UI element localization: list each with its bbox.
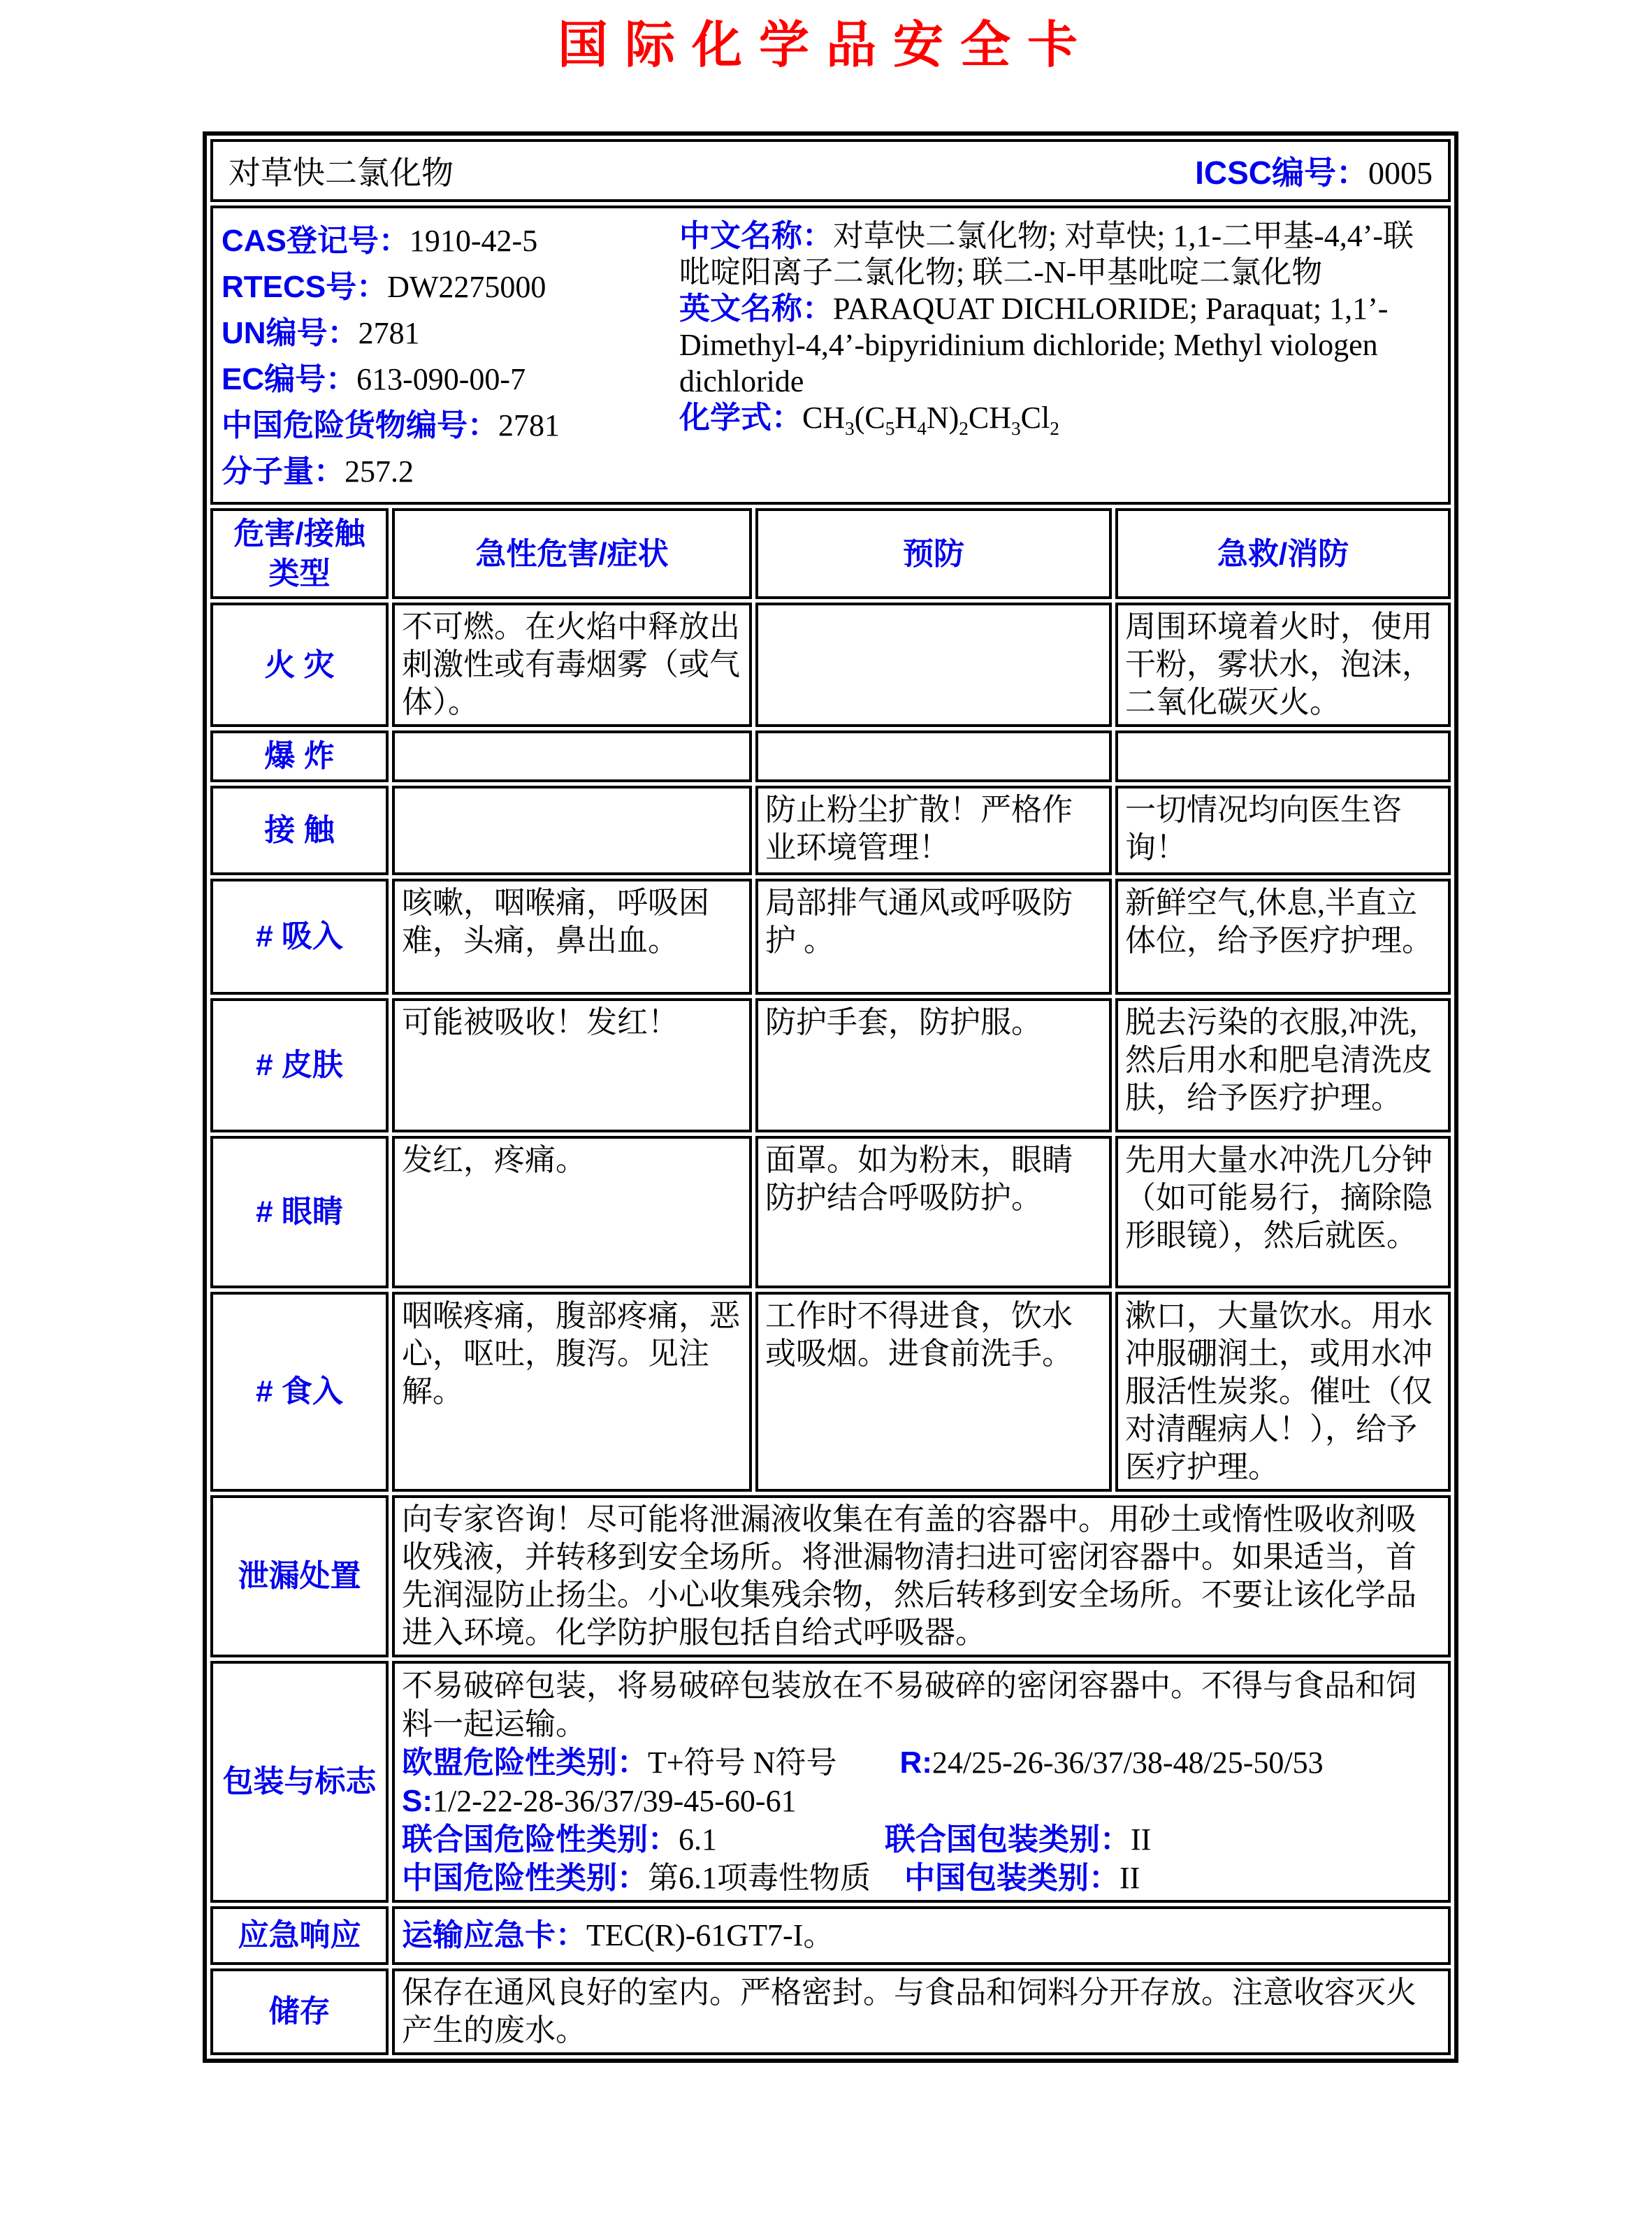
transport-card-label: 运输应急卡：	[402, 1917, 586, 1952]
english-name-paragraph	[679, 291, 1440, 400]
packaging-s-line	[402, 1782, 1441, 1820]
inhalation-prevention: 局部排气通风或呼吸防护 。	[755, 879, 1112, 995]
r-phrases-label: R:	[899, 1745, 932, 1780]
packaging-cn-line	[402, 1859, 1441, 1897]
spill-disposal-row	[210, 1495, 1451, 1657]
china-dg-number-line	[222, 403, 679, 449]
identification-cell	[210, 206, 1451, 505]
un-number-line	[222, 310, 679, 357]
un-class-label: 联合国危险性类别：	[402, 1822, 679, 1857]
packaging-eu-line	[402, 1743, 1441, 1782]
rtecs-number-line	[222, 264, 679, 310]
molecular-weight-line	[222, 449, 679, 495]
exposure-prevention: 防止粉尘扩散！严格作业环境管理！	[755, 786, 1112, 875]
rtecs-number-value: DW2275000	[387, 270, 546, 304]
hazard-row-eyes	[210, 1136, 1451, 1288]
hazard-row-skin	[210, 998, 1451, 1132]
hazard-row-ingestion	[210, 1292, 1451, 1492]
exposure-type-label: 接 触	[210, 786, 389, 875]
s-phrases-value: 1/2-22-28-36/37/39-45-60-61	[433, 1783, 797, 1818]
china-dg-number-label: 中国危险货物编号：	[222, 408, 498, 442]
card-header-cell	[210, 139, 1451, 202]
inhalation-firstaid: 新鲜空气,休息,半直立体位，给予医疗护理。	[1115, 879, 1451, 995]
spill-disposal-label: 泄漏处置	[210, 1495, 389, 1657]
cn-class-value: 第6.1项毒性物质	[648, 1860, 871, 1895]
english-name-label: 英文名称：	[679, 291, 833, 326]
eyes-firstaid: 先用大量水冲洗几分钟（如可能易行，摘除隐形眼镜），然后就医。	[1115, 1136, 1451, 1288]
packaging-un-line	[402, 1820, 1441, 1859]
transport-card-value: TEC(R)-61GT7-I。	[586, 1917, 834, 1952]
cn-class-label: 中国危险性类别：	[402, 1860, 648, 1895]
skin-prevention: 防护手套，防护服。	[755, 998, 1112, 1132]
un-pack-group-value: II	[1131, 1822, 1152, 1857]
chinese-name-value: 对草快二氯化物; 对草快; 1,1-二甲基-4,4’-联吡啶阳离子二氯化物; 联二-N-甲基吡啶二氯化物	[679, 219, 1414, 289]
ec-number-value: 613-090-00-7	[356, 362, 526, 396]
china-dg-number-value: 2781	[498, 408, 560, 442]
un-pack-group-label: 联合国包装类别：	[885, 1822, 1131, 1857]
cn-pack-group-label: 中国包装类别：	[904, 1860, 1120, 1895]
exposure-firstaid: 一切情况均向医生咨询！	[1115, 786, 1451, 875]
identification-row	[210, 206, 1451, 505]
spill-disposal-text: 向专家咨询！尽可能将泄漏液收集在有盖的容器中。用砂土或惰性吸收剂吸收残液，并转移到安全场所。将泄漏物清扫进可密闭容器中。如果适当，首先润湿防止扬尘。小心收集残余物，然后转移到安全场所。不要让该化学品进入环境。化学防护服包括自给式呼吸器。	[392, 1495, 1451, 1657]
header-first-aid: 急救/消防	[1115, 508, 1451, 599]
inhalation-symptoms: 咳嗽，咽喉痛，呼吸困难，头痛，鼻出血。	[392, 879, 752, 995]
packaging-content	[392, 1661, 1451, 1903]
chinese-name-label: 中文名称：	[679, 219, 833, 253]
ec-number-line	[222, 357, 679, 403]
un-class-value: 6.1	[679, 1822, 717, 1857]
explosion-symptoms	[392, 730, 752, 782]
ingestion-firstaid: 漱口，大量饮水。用水冲服硼润土，或用水冲服活性炭浆。催吐（仅对清醒病人！），给予医疗护理。	[1115, 1292, 1451, 1492]
formula-label: 化学式：	[679, 401, 802, 435]
fire-firstaid: 周围环境着火时，使用干粉，雾状水，泡沫，二氧化碳灭火。	[1115, 603, 1451, 727]
ingestion-prevention: 工作时不得进食，饮水或吸烟。进食前洗手。	[755, 1292, 1112, 1492]
hazard-row-exposure	[210, 786, 1451, 875]
icsc-card-table	[203, 131, 1458, 2063]
molecular-weight-value: 257.2	[345, 454, 414, 489]
skin-type-label: # 皮肤	[210, 998, 389, 1132]
explosion-firstaid	[1115, 730, 1451, 782]
chemical-name: 对草快二氯化物	[229, 155, 454, 191]
eyes-type-label: # 眼睛	[210, 1136, 389, 1288]
header-hazard-type: 危害/接触 类型	[210, 508, 389, 599]
eu-class-label: 欧盟危险性类别：	[402, 1745, 648, 1780]
un-number-value: 2781	[358, 316, 420, 350]
storage-row	[210, 1968, 1451, 2055]
skin-symptoms: 可能被吸收！发红！	[392, 998, 752, 1132]
identifier-list	[222, 218, 679, 495]
s-phrases-label: S:	[402, 1783, 433, 1818]
packaging-row	[210, 1661, 1451, 1903]
exposure-symptoms	[392, 786, 752, 875]
packaging-label: 包装与标志	[210, 1661, 389, 1903]
explosion-type-label: 爆 炸	[210, 730, 389, 782]
rtecs-number-label: RTECS号：	[222, 270, 388, 304]
explosion-prevention	[755, 730, 1112, 782]
storage-label: 储存	[210, 1968, 389, 2055]
hazard-row-explosion	[210, 730, 1451, 782]
r-phrases-value: 24/25-26-36/37/38-48/25-50/53	[932, 1745, 1324, 1780]
fire-prevention	[755, 603, 1112, 727]
english-name-value: PARAQUAT DICHLORIDE; Paraquat; 1,1’-Dimethyl-4,4’-bipyridinium dichloride; Methyl viologen dichloride	[679, 291, 1389, 398]
icsc-number-group	[1195, 147, 1433, 194]
eu-class-value: T+符号 N符号	[648, 1745, 837, 1780]
skin-firstaid: 脱去污染的衣服,冲洗,然后用水和肥皂清洗皮肤，给予医疗护理。	[1115, 998, 1451, 1132]
fire-type-label: 火 灾	[210, 603, 389, 727]
fire-symptoms: 不可燃。在火焰中释放出刺激性或有毒烟雾（或气体）。	[392, 603, 752, 727]
emergency-response-content	[392, 1906, 1451, 1965]
cas-number-value: 1910-42-5	[409, 224, 538, 258]
chinese-name-paragraph	[679, 218, 1440, 291]
ingestion-symptoms: 咽喉疼痛，腹部疼痛，恶心，呕吐，腹泻。见注解。	[392, 1292, 752, 1492]
storage-text: 保存在通风良好的室内。严格密封。与食品和饲料分开存放。注意收容灭火产生的废水。	[392, 1968, 1451, 2055]
header-acute-hazards: 急性危害/症状	[392, 508, 752, 599]
hazard-row-inhalation	[210, 879, 1451, 995]
emergency-response-label: 应急响应	[210, 1906, 389, 1965]
formula-paragraph	[679, 400, 1440, 447]
ec-number-label: EC编号：	[222, 362, 357, 396]
cas-number-label: CAS登记号：	[222, 224, 410, 258]
cn-pack-group-value: II	[1120, 1860, 1140, 1895]
names-block	[679, 218, 1440, 495]
page-title: 国际化学品安全卡	[557, 17, 1094, 73]
eyes-prevention: 面罩。如为粉末，眼睛防护结合呼吸防护。	[755, 1136, 1112, 1288]
packaging-transport-note: 不易破碎包装，将易破碎包装放在不易破碎的密闭容器中。不得与食品和饲料一起运输。	[402, 1668, 1416, 1741]
card-header-row	[210, 139, 1451, 202]
emergency-response-row	[210, 1906, 1451, 1965]
inhalation-type-label: # 吸入	[210, 879, 389, 995]
chemical-formula: $CH_3(C_5H_4N)_2CH_3Cl_2$	[802, 401, 1059, 439]
hazard-row-fire	[210, 603, 1451, 727]
un-number-label: UN编号：	[222, 316, 358, 350]
cas-number-line	[222, 218, 679, 264]
icsc-number-value: 0005	[1368, 155, 1433, 191]
ingestion-type-label: # 食入	[210, 1292, 389, 1492]
header-prevention: 预防	[755, 508, 1112, 599]
eyes-symptoms: 发红，疼痛。	[392, 1136, 752, 1288]
molecular-weight-label: 分子量：	[222, 454, 345, 489]
hazard-header-row	[210, 508, 1451, 599]
icsc-number-label: ICSC编号：	[1195, 154, 1369, 191]
